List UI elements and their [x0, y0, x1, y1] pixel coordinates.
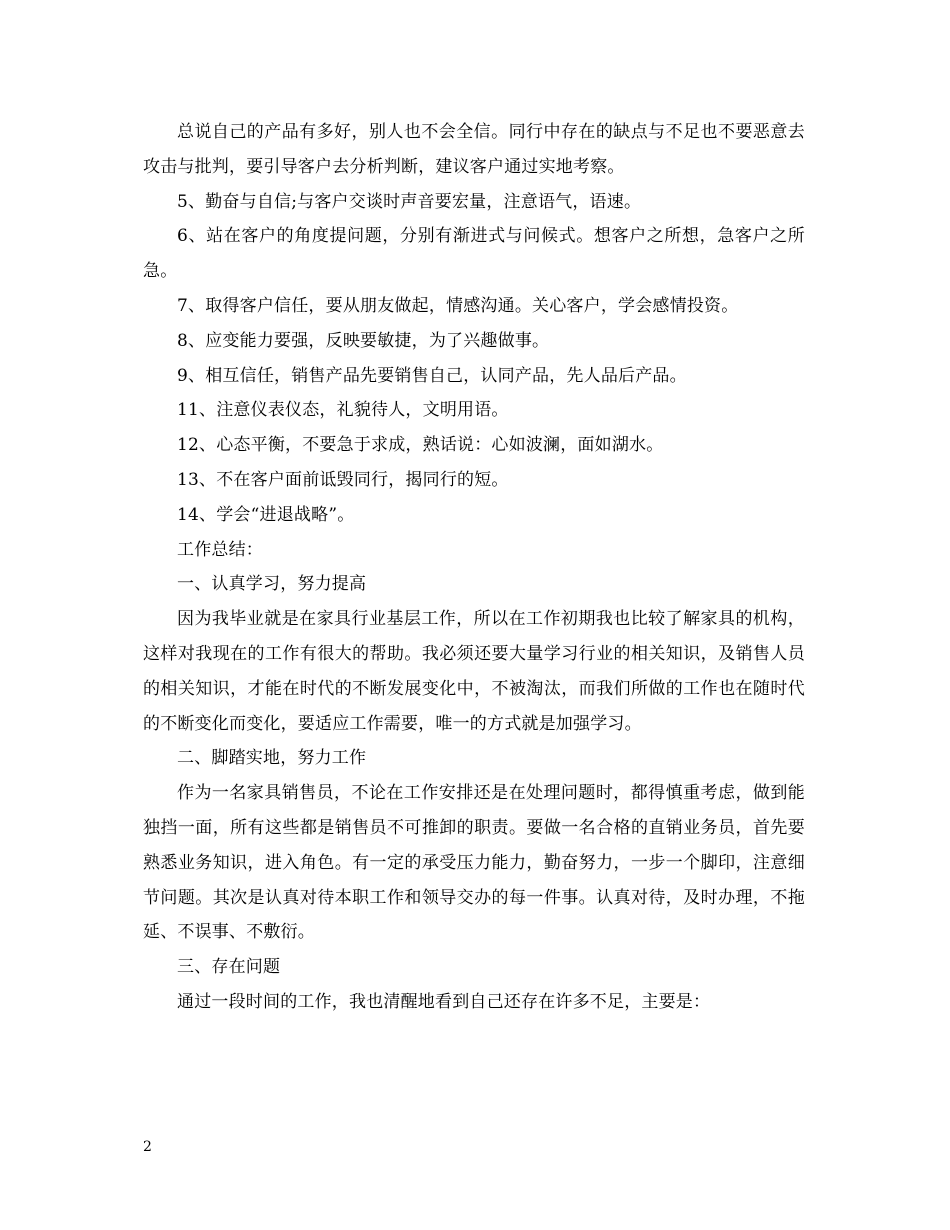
section-heading-work: 二、脚踏实地，努力工作: [177, 748, 367, 769]
paragraph-item-8: 8、应变能力要强，反映要敏捷，为了兴趣做事。: [177, 330, 550, 351]
paragraph-item-14: 14、学会“进退战略”。: [177, 504, 355, 525]
paragraph-item-9: 9、相互信任，销售产品先要销售自己，认同产品，先人品后产品。: [177, 365, 687, 386]
paragraph-study: 因为我毕业就是在家具行业基层工作，所以在工作初期我也比较了解家具的机构，这样对我现在的工作有很大的帮助。我必须还要大量学习行业的相关知识，及销售人员的相关知识，才能在时代的不断发展变化中，不被淘汰，而我们所做的工作也在随时代的不断变化而变化，要适应工作需要，唯一的方式就是加强学习。: [143, 609, 805, 734]
section-heading-work-summary: 工作总结：: [177, 539, 263, 560]
page-number: 2: [143, 1139, 152, 1155]
paragraph-item-7: 7、取得客户信任，要从朋友做起，情感沟通。关心客户，学会感情投资。: [177, 295, 739, 316]
paragraph-item-11: 11、注意仪表仪态，礼貌待人，文明用语。: [177, 400, 509, 421]
paragraph-item-5: 5、勤奋与自信;与客户交谈时声音要宏量，注意语气，语速。: [177, 191, 642, 212]
paragraph-item-6: 6、站在客户的角度提问题，分别有渐进式与问候式。想客户之所想，急客户之所急。: [143, 226, 805, 282]
section-heading-study: 一、认真学习，努力提高: [177, 574, 367, 595]
paragraph-problems: 通过一段时间的工作，我也清醒地看到自己还存在许多不足，主要是：: [177, 991, 711, 1012]
document-body: [143, 115, 805, 1020]
paragraph-item-12: 12、心态平衡，不要急于求成，熟话说：心如波澜，面如湖水。: [177, 435, 664, 456]
section-heading-problems: 三、存在问题: [177, 957, 281, 978]
paragraph-intro: 总说自己的产品有多好，别人也不会全信。同行中存在的缺点与不足也不要恶意去攻击与批判，要引导客户去分析判断，建议客户通过实地考察。: [143, 122, 805, 177]
paragraph-work: 作为一名家具销售员，不论在工作安排还是在处理问题时，都得慎重考虑，做到能独挡一面，所有这些都是销售员不可推卸的职责。要做一名合格的直销业务员，首先要熟悉业务知识，进入角色。有一定的承受压力能力，勤奋努力，一步一个脚印，注意细节问题。其次是认真对待本职工作和领导交办的每一件事。认真对待，及时办理，不拖延、不误事、不敷衍。: [143, 783, 805, 943]
paragraph-item-13: 13、不在客户面前诋毁同行，揭同行的短。: [177, 469, 509, 490]
